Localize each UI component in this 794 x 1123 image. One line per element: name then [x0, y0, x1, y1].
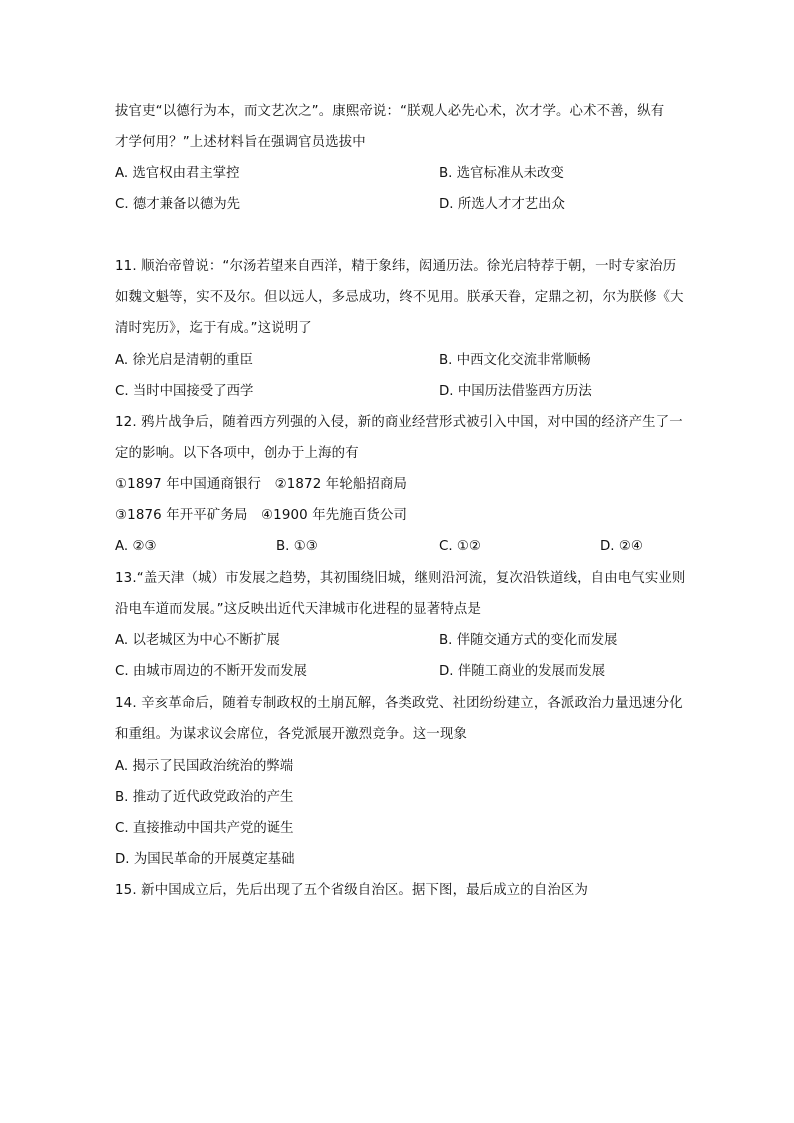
q13-option-c[interactable]: C. 由城市周边的不断开发而发展	[115, 664, 307, 679]
q14-stem-line-2: 和重组。为谋求议会席位，各党派展开激烈竞争。这一现象	[115, 727, 468, 742]
q15-stem-line-1: 15. 新中国成立后，先后出现了五个省级自治区。据下图，最后成立的自治区为	[115, 883, 588, 898]
q14-option-b[interactable]: B. 推动了近代政党政治的产生	[115, 790, 294, 805]
q13-stem-line-2: 沿电车道而发展。”这反映出近代天津城市化进程的显著特点是	[115, 602, 481, 617]
q10-option-b[interactable]: B. 选官标准从未改变	[439, 166, 564, 181]
q12-option-b[interactable]: B. ①③	[276, 539, 318, 554]
q10-option-d[interactable]: D. 所选人才才艺出众	[439, 197, 565, 212]
q10-option-a[interactable]: A. 选官权由君主掌控	[115, 166, 240, 181]
q14-option-a[interactable]: A. 揭示了民国政治统治的弊端	[115, 759, 294, 774]
q10-stem-line-1: 拔官吏“以德行为本，而文艺次之”。康熙帝说：“朕观人必先心术，次才学。心术不善，纵有	[115, 104, 665, 119]
q12-item-line-1: ①1897 年中国通商银行 ②1872 年轮船招商局	[115, 477, 408, 492]
q11-option-c[interactable]: C. 当时中国接受了西学	[115, 384, 254, 399]
q12-option-d[interactable]: D. ②④	[600, 539, 643, 554]
q13-stem-line-1: 13.“盖天津（城）市发展之趋势，其初围绕旧城，继则沿河流，复次沿铁道线，自由电气实业则	[115, 571, 686, 586]
q11-stem-line-3: 清时宪历》，迄于有成。”这说明了	[115, 321, 312, 336]
q11-option-d[interactable]: D. 中国历法借鉴西方历法	[439, 384, 592, 399]
q13-option-d[interactable]: D. 伴随工商业的发展而发展	[439, 664, 606, 679]
q13-option-a[interactable]: A. 以老城区为中心不断扩展	[115, 633, 280, 648]
q14-option-c[interactable]: C. 直接推动中国共产党的诞生	[115, 821, 294, 836]
q12-item-line-2: ③1876 年开平矿务局 ④1900 年先施百货公司	[115, 508, 408, 523]
q11-stem-line-2: 如魏文魁等，实不及尔。但以远人，多忌成功，终不见用。朕承天眷，定鼎之初，尔为朕修《大	[115, 290, 684, 305]
q11-option-a[interactable]: A. 徐光启是清朝的重臣	[115, 353, 253, 368]
q10-stem-line-2: 才学何用？”上述材料旨在强调官员选拔中	[115, 135, 366, 150]
q11-stem-line-1: 11. 顺治帝曾说：“尔汤若望来自西洋，精于象纬，闳通历法。徐光启特荐于朝，一时专家治历	[115, 259, 677, 274]
q14-option-d[interactable]: D. 为国民革命的开展奠定基础	[115, 852, 295, 867]
q11-option-b[interactable]: B. 中西文化交流非常顺畅	[439, 353, 591, 368]
q14-stem-line-1: 14. 辛亥革命后，随着专制政权的土崩瓦解，各类政党、社团纷纷建立，各派政治力量迅速分化	[115, 696, 683, 711]
q12-option-c[interactable]: C. ①②	[439, 539, 481, 554]
q12-option-a[interactable]: A. ②③	[115, 539, 157, 554]
q13-option-b[interactable]: B. 伴随交通方式的变化而发展	[439, 633, 618, 648]
q12-stem-line-2: 定的影响。以下各项中，创办于上海的有	[115, 446, 359, 461]
q10-option-c[interactable]: C. 德才兼备以德为先	[115, 197, 240, 212]
q12-stem-line-1: 12. 鸦片战争后，随着西方列强的入侵，新的商业经营形式被引入中国，对中国的经济产生了一	[115, 415, 683, 430]
